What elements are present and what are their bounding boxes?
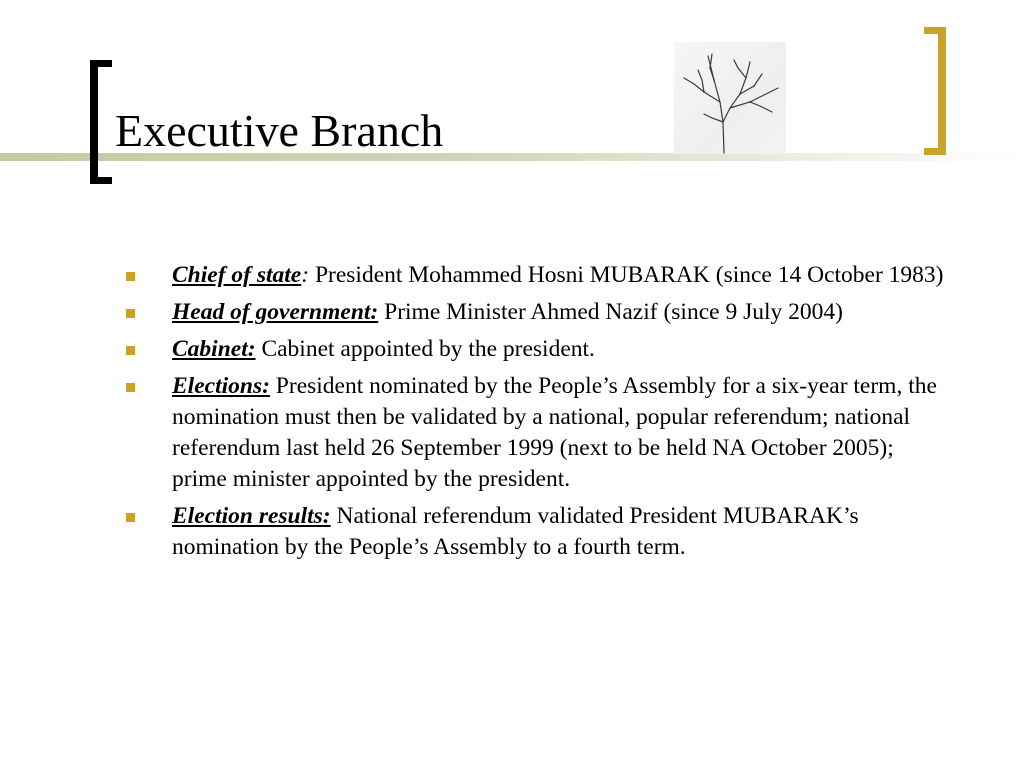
bullet-elections bbox=[120, 371, 950, 495]
bullet-label: Chief of state bbox=[172, 262, 302, 288]
bullet-separator: : bbox=[301, 262, 310, 288]
bullet-chief-of-state bbox=[120, 260, 950, 291]
square-bullet-icon bbox=[126, 513, 135, 522]
bullet-label: Cabinet: bbox=[172, 336, 256, 362]
tree-branch-icon bbox=[674, 42, 786, 154]
square-bullet-icon bbox=[126, 383, 135, 392]
slide-body bbox=[120, 260, 950, 569]
slide-title: Executive Branch bbox=[115, 105, 444, 156]
bullet-list bbox=[120, 260, 950, 563]
square-bullet-icon bbox=[126, 346, 135, 355]
bullet-text: Cabinet appointed by the president. bbox=[255, 336, 595, 362]
bullet-text: President Mohammed Hosni MUBARAK (since 14 October 1983) bbox=[309, 262, 944, 288]
bullet-text: National referendum validated President MUBARAK’s nomination by the People’s Assembly to a fourth term. bbox=[172, 503, 859, 560]
bullet-label: Election results: bbox=[172, 503, 331, 529]
bullet-election-results bbox=[120, 501, 950, 563]
bullet-head-of-government bbox=[120, 297, 950, 328]
bullet-text: President nominated by the People’s Assembly for a six-year term, the nomination must then be validated by a national, popular referendum; national referendum last held 26 September 1999 (next to be held NA October 2005); prime minister appointed by the president. bbox=[172, 373, 937, 492]
bullet-text: Prime Minister Ahmed Nazif (since 9 July 2004) bbox=[378, 299, 843, 325]
left-bracket-decoration bbox=[90, 60, 110, 184]
bullet-label: Head of government: bbox=[172, 299, 379, 325]
right-bracket-decoration bbox=[924, 27, 946, 155]
bullet-label: Elections: bbox=[172, 373, 270, 399]
square-bullet-icon bbox=[126, 272, 135, 281]
tree-branch-image bbox=[674, 42, 786, 154]
bullet-cabinet bbox=[120, 334, 950, 365]
square-bullet-icon bbox=[126, 309, 135, 318]
